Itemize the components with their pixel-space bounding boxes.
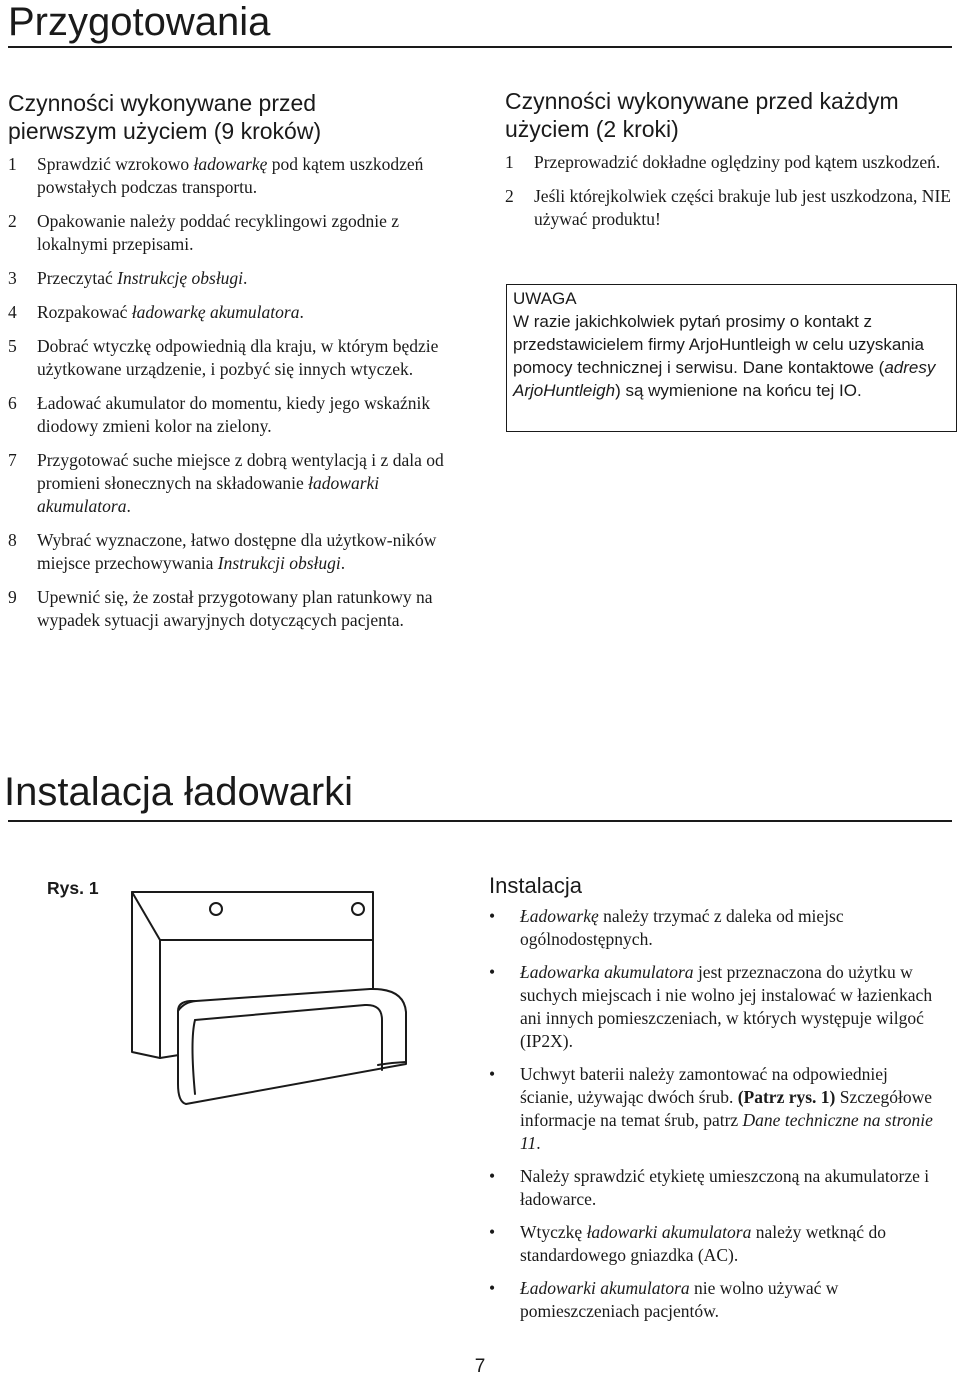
step-text-italic: Instrukcji obsługi — [217, 553, 341, 573]
list-item — [8, 267, 463, 290]
item-text-italic: Ładowarki akumulatora — [520, 1278, 690, 1298]
item-text: jest przeznaczona do użytku w suchych miejscach i nie wolno jej instalować w łazienkach ani innych pomieszczeniach, w których występuje wilgoć (IP2X). — [520, 962, 933, 1051]
step-text: Przeprowadzić dokładne oględziny pod kątem uszkodzeń. — [534, 152, 941, 172]
each-use-heading-line2: użyciem (2 kroki) — [505, 116, 679, 142]
bullet-icon: • — [489, 1278, 496, 1298]
list-item — [8, 586, 463, 632]
first-use-steps — [8, 153, 463, 632]
list-item — [8, 392, 463, 438]
step-number: 8 — [8, 530, 17, 550]
item-text-italic: Ładowarka akumulatora — [520, 962, 694, 982]
list-item — [8, 210, 463, 256]
list-item — [505, 185, 955, 231]
step-text-italic: ładowarkę akumulatora — [131, 302, 300, 322]
item-text: Wtyczkę — [520, 1222, 587, 1242]
item-text: Należy sprawdzić etykietę umieszczoną na akumulatorze i ładowarce. — [520, 1166, 930, 1209]
step-text: Przygotować suche miejsce z dobrą wentylacją i z dala od promieni słonecznych na składowanie — [37, 450, 444, 493]
step-text: . — [340, 553, 346, 573]
item-text: Uchwyt baterii należy zamontować na odpowiedniej ścianie, używając dwóch śrub. — [520, 1064, 888, 1107]
step-text: Opakowanie należy poddać recyklingowi zgodnie z lokalnymi przepisami. — [37, 211, 400, 254]
step-number: 4 — [8, 302, 17, 322]
battery-holder-illustration — [120, 880, 450, 1120]
first-use-heading-line2: pierwszym użyciem (9 kroków) — [8, 118, 322, 144]
list-item — [489, 1063, 939, 1155]
page-title: Przygotowania — [8, 0, 271, 44]
list-item — [8, 529, 463, 575]
list-item — [8, 153, 463, 199]
step-text: Sprawdzić wzrokowo — [37, 154, 194, 174]
list-item — [489, 1277, 939, 1323]
item-text-italic: Dane techniczne na stronie 11 — [520, 1110, 933, 1153]
item-text-italic: Ładowarkę — [520, 906, 599, 926]
list-item — [489, 1165, 939, 1211]
step-number: 6 — [8, 393, 17, 413]
step-text-italic: Instrukcję obsługi — [117, 268, 244, 288]
step-text: Wybrać wyznaczone, łatwo dostępne dla użytkow-ników miejsce przechowywania — [37, 530, 437, 573]
list-item — [489, 905, 939, 951]
step-text: . — [126, 496, 131, 516]
step-text: Rozpakować — [37, 302, 132, 322]
first-use-heading — [8, 89, 463, 145]
title-rule — [8, 46, 952, 48]
step-number: 3 — [8, 268, 17, 288]
list-item — [505, 151, 955, 174]
step-number: 1 — [505, 152, 514, 172]
item-text: należy wetknąć do standardowego gniazdka (AC). — [520, 1222, 886, 1265]
figure-reference: (Patrz rys. 1) — [737, 1087, 836, 1107]
note-text-part: W razie jakichkolwiek pytań prosimy o kontakt z przedstawicielem firmy ArjoHuntleigh w celu uzyskania pomocy technicznej i serwisu. Dane kontaktowe ( — [513, 312, 924, 377]
note-text-part: ) są wymienione na końcu tej IO. — [615, 381, 862, 400]
step-number: 5 — [8, 336, 17, 356]
bullet-icon: • — [489, 962, 496, 982]
installation-subsection — [489, 872, 939, 1333]
first-use-section — [8, 89, 463, 643]
step-number: 2 — [8, 211, 17, 231]
each-use-heading — [505, 87, 955, 143]
item-text: . — [536, 1133, 541, 1153]
step-text: . — [243, 268, 248, 288]
bullet-icon: • — [489, 1064, 496, 1084]
step-text: Upewnić się, że został przygotowany plan ratunkowy na wypadek sytuacji awaryjnych dotyczących pacjenta. — [37, 587, 433, 630]
note-text — [513, 310, 950, 402]
step-number: 7 — [8, 450, 17, 470]
list-item — [8, 449, 463, 518]
first-use-heading-line1: Czynności wykonywane przed — [8, 90, 317, 116]
figure-label: Rys. 1 — [47, 878, 99, 898]
bullet-icon: • — [489, 1222, 496, 1242]
step-text: Jeśli którejkolwiek części brakuje lub jest uszkodzona, NIE używać produktu! — [534, 186, 951, 229]
bullet-icon: • — [489, 1166, 496, 1186]
step-text: Dobrać wtyczkę odpowiednią dla kraju, w którym będzie użytkowane urządzenie, i pozbyć się innych wtyczek. — [37, 336, 439, 379]
list-item — [8, 335, 463, 381]
step-text: Przeczytać — [37, 268, 118, 288]
step-text: Ładować akumulator do momentu, kiedy jego wskaźnik diodowy zmieni kolor na zielony. — [37, 393, 431, 436]
note-label: UWAGA — [513, 289, 577, 308]
installation-title: Instalacja ładowarki — [4, 770, 354, 814]
step-text: pod kątem uszkodzeń powstałych podczas transportu. — [37, 154, 424, 197]
each-use-section — [505, 87, 955, 242]
item-text-italic: ładowarki akumulatora — [586, 1222, 752, 1242]
page-number: 7 — [474, 1356, 486, 1377]
installation-rule — [8, 820, 952, 822]
each-use-heading-line1: Czynności wykonywane przed każdym — [505, 88, 899, 114]
step-number: 1 — [8, 154, 17, 174]
installation-heading: Instalacja — [489, 873, 582, 898]
list-item — [489, 961, 939, 1053]
list-item — [8, 301, 463, 324]
note-text-italic: adresy ArjoHuntleigh — [513, 358, 936, 400]
step-text-italic: ładowarki akumulatora — [37, 473, 380, 516]
step-number: 9 — [8, 587, 17, 607]
step-text: . — [299, 302, 304, 322]
installation-list — [489, 905, 939, 1323]
step-number: 2 — [505, 186, 514, 206]
item-text: należy trzymać z daleka od miejsc ogólnodostępnych. — [520, 906, 844, 949]
item-text: nie wolno używać w pomieszczeniach pacjentów. — [520, 1278, 839, 1321]
note-box — [506, 284, 957, 432]
each-use-steps — [505, 151, 955, 231]
list-item — [489, 1221, 939, 1267]
bullet-icon: • — [489, 906, 496, 926]
step-text-italic: ładowarkę — [193, 154, 268, 174]
item-text: Szczegółowe informacje na temat śrub, patrz — [520, 1087, 933, 1130]
